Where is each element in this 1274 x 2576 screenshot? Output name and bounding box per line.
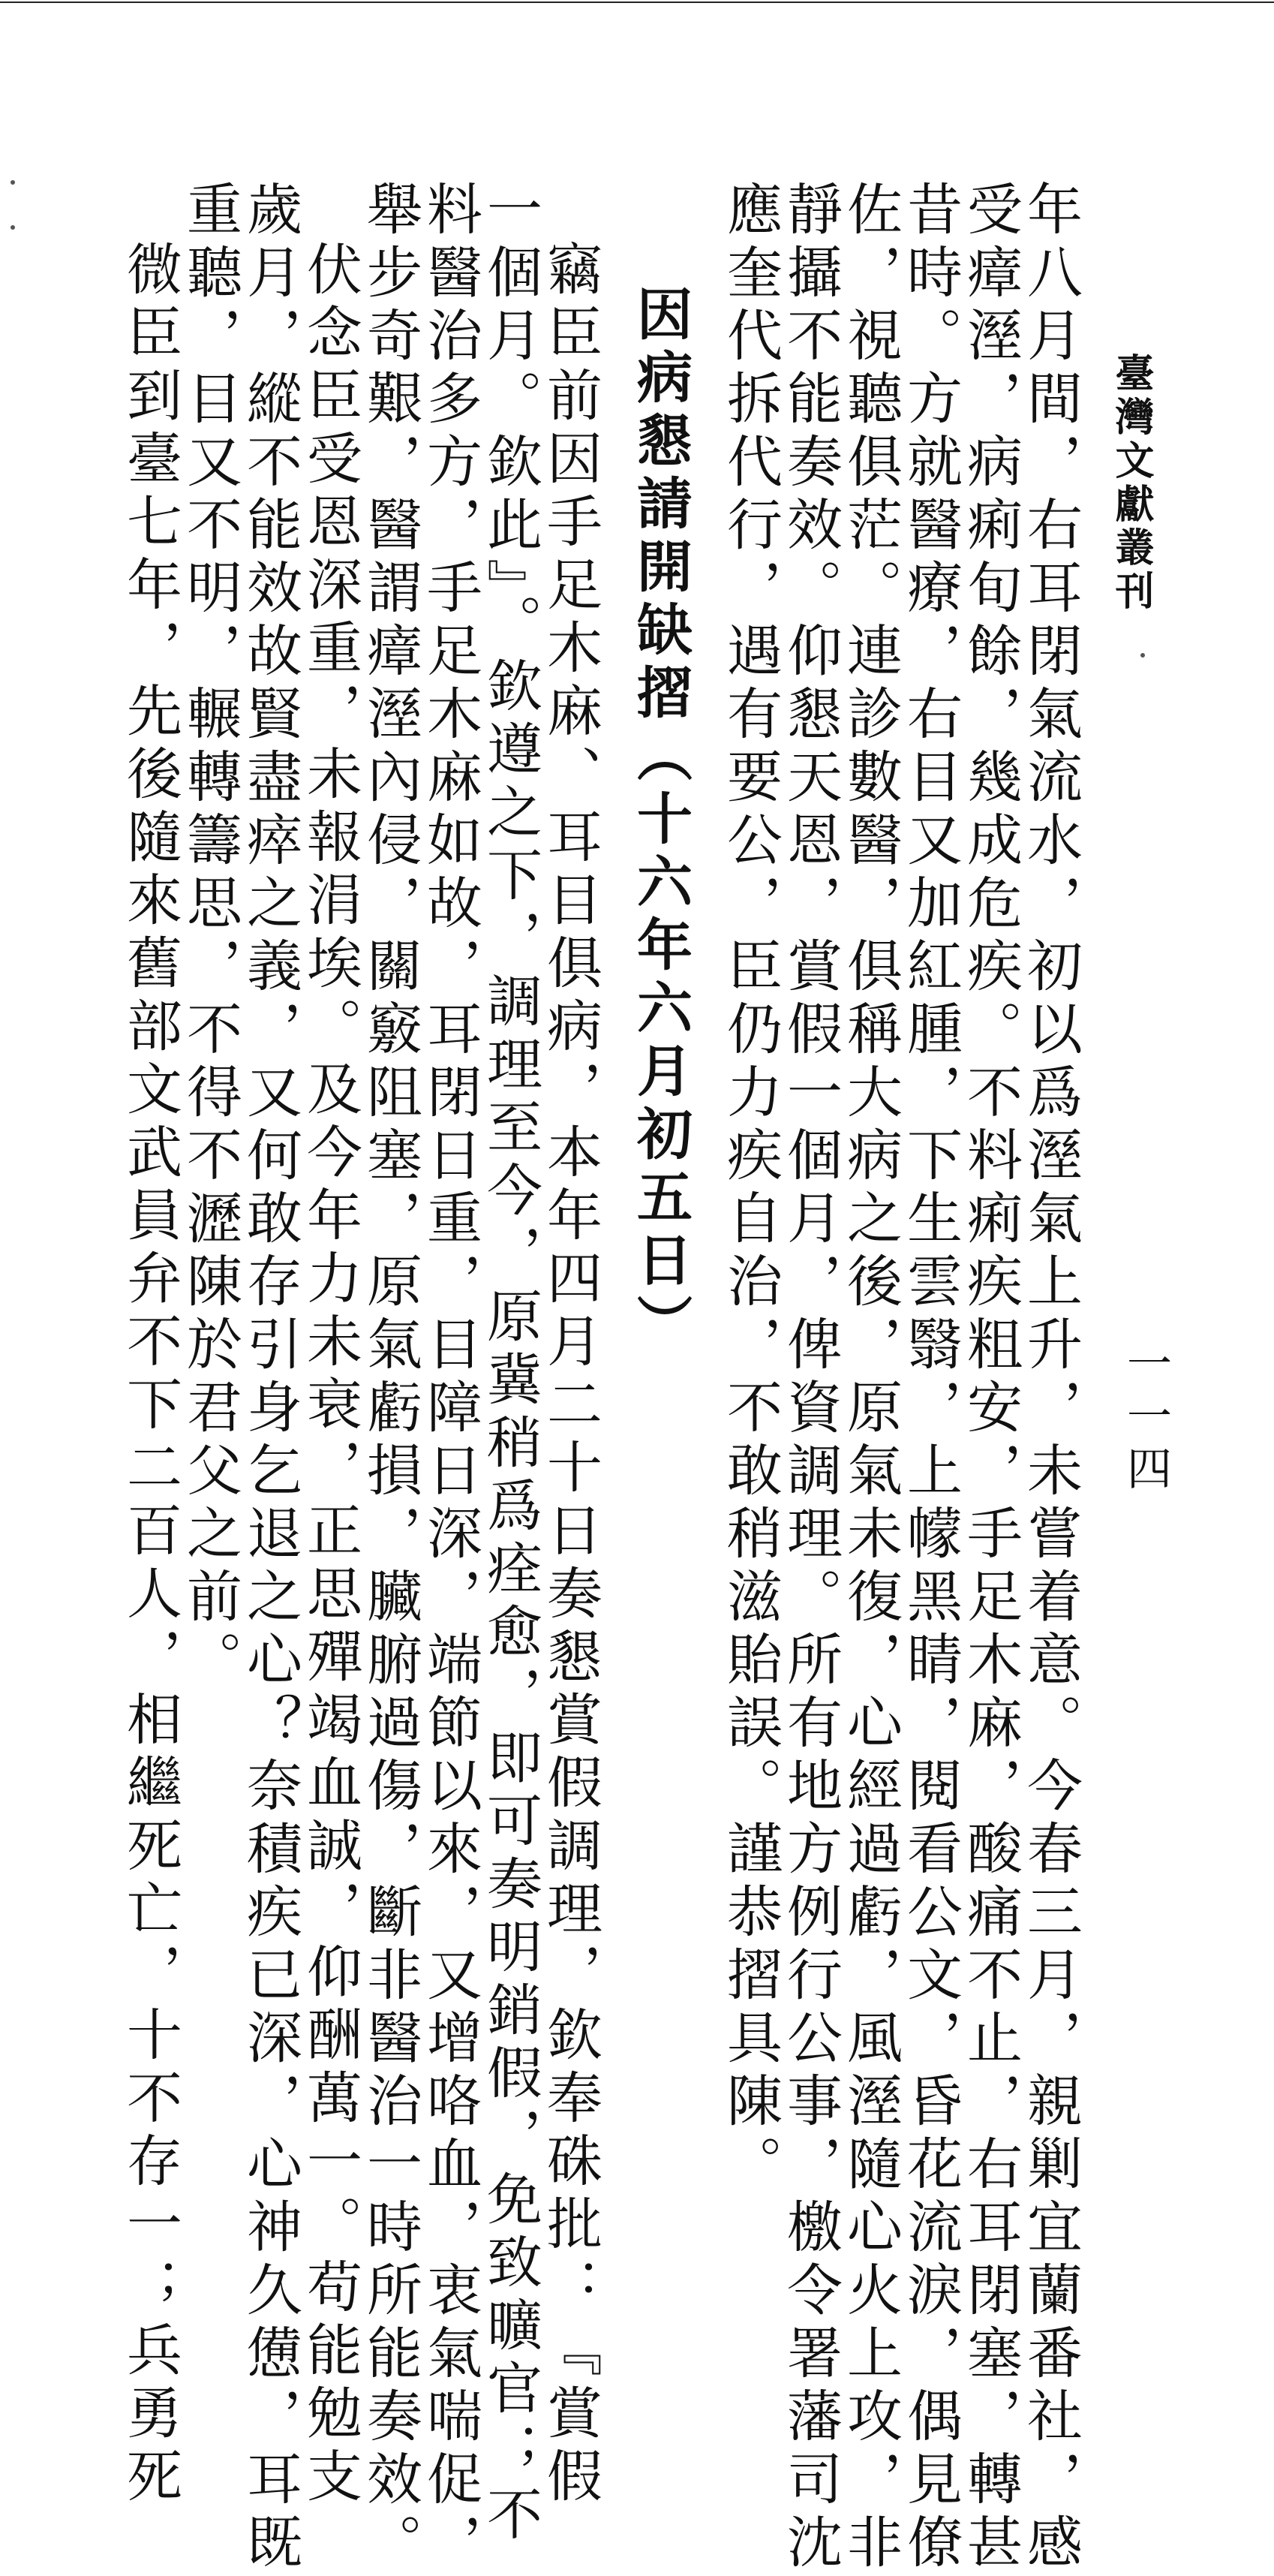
top-rule (0, 2, 1274, 3)
text-column: 竊臣前因手足木麻、耳目俱病，本年四月二十日奏懇賞假調理，欽奉硃批：『賞假 (538, 240, 602, 2510)
text-column: 伏念臣受恩深重，未報涓埃。及今年力未衰，正思殫竭血誠，仰酬萬一。苟能勉支 (298, 240, 362, 2510)
scan-speck (11, 225, 15, 230)
scan-speck (1140, 653, 1145, 658)
text-column: 佐，視聽俱茫。連診數醫，俱稱大病之後，原氣未復，心經過虧，風溼隨心火上攻，非 (838, 180, 903, 2576)
text-column: 受瘴溼，病痢旬餘，幾成危疾。不料痢疾粗安，手足木麻，酸痛不止，右耳閉塞，轉甚 (958, 180, 1023, 2576)
series-title: 臺灣文獻叢刊 (1108, 353, 1154, 614)
text-column: 靜攝不能奏效。仰懇天恩，賞假一個月，俾資調理。所有地方例行公事，檄令署藩司沈 (778, 180, 843, 2576)
text-column: 微臣到臺七年，先後隨來舊部文武員弁不下二百人，相繼死亡，十不存一；兵勇死 (118, 240, 182, 2510)
section-title: 因病懇請開缺摺（十六年六月初五日） (628, 285, 693, 1357)
text-column: 年八月間，右耳閉氣流水，初以爲溼氣上升，未嘗着意。今春三月，親剿宜蘭番社，感 (1018, 180, 1083, 2576)
text-column: 一個月。欽此』。欽遵之下，調理至今，原冀稍爲痊愈，即可奏明銷假，免致曠官；不 (478, 180, 542, 2548)
text-column: 歲月，縱不能效故賢盡瘁之義，又何敢存引身乞退之心？奈積疾已深，心神久憊，耳既 (238, 180, 302, 2576)
text-column: 昔時。方就醫療，右目又加紅腫，下生雲翳，上幪黑睛，閱看公文，昏花流淚，偶見僚 (898, 180, 963, 2576)
text-column: 應奎代拆代行，遇有要公，臣仍力疾自治，不敢稍滋貽誤。謹恭摺具陳。 (718, 180, 783, 2198)
scan-speck (11, 180, 15, 185)
text-column: 料醫治多方，手足木麻如故，耳閉日重，目障日深，端節以來，又增咯血，衷氣喘促， (418, 180, 482, 2576)
page-number: 一一四 (1119, 1340, 1172, 1497)
text-column: 舉步奇艱，醫謂瘴溼內侵，關竅阻塞，原氣虧損，臟腑過傷，斷非醫治一時所能奏效。 (358, 180, 422, 2576)
text-column: 重聽，目又不明，輾轉籌思，不得不瀝陳於君父之前。 (178, 180, 242, 1693)
